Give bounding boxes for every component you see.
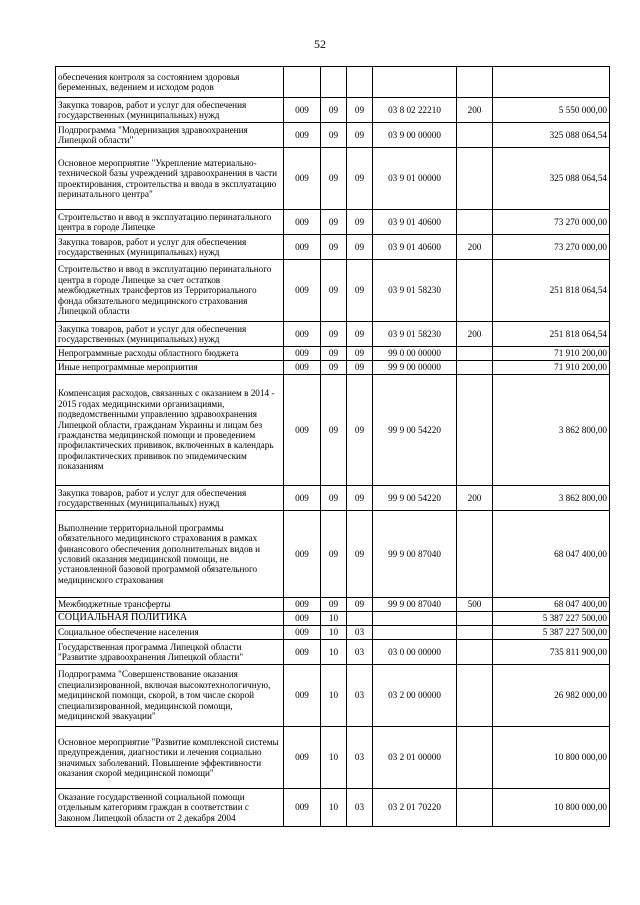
section-code: 09 — [321, 98, 347, 123]
table-row — [56, 665, 610, 727]
expense-type-code — [457, 375, 493, 486]
row-name: Строительство и ввод в эксплуатацию перинатального центра в городе Липецке за счет остатков межбюджетных трансфертов из Территориального фонда обязательного медицинского страхования Липецкой области — [56, 260, 284, 322]
row-name: Строительство и ввод в эксплуатацию перинатального центра в городе Липецке — [56, 210, 284, 235]
expense-type-code: 500 — [457, 598, 493, 612]
amount: 325 088 064,54 — [493, 123, 610, 148]
table-row — [56, 322, 610, 347]
subsection-code: 09 — [347, 598, 373, 612]
subsection-code: 09 — [347, 375, 373, 486]
amount: 5 387 227 500,00 — [493, 626, 610, 640]
expense-type-code: 200 — [457, 235, 493, 260]
row-name: Компенсация расходов, связанных с оказанием в 2014 - 2015 годах медицинскими организациями, подведомственными управлению здравоохранения Липецкой области, гражданам Украины и лицам без гражданства медицинской помощи и проведением профилактических прививок, включенных в календарь профилактических прививок по эпидемическим показаниям — [56, 375, 284, 486]
amount: 251 818 064,54 — [493, 260, 610, 322]
ministry-code: 009 — [284, 486, 321, 511]
subsection-code: 09 — [347, 123, 373, 148]
amount: 3 862 800,00 — [493, 486, 610, 511]
target-code — [373, 612, 457, 626]
ministry-code: 009 — [284, 98, 321, 123]
row-name: Социальное обеспечение населения — [56, 626, 284, 640]
expense-type-code: 200 — [457, 322, 493, 347]
target-code: 99 9 00 87040 — [373, 511, 457, 598]
table-row — [56, 598, 610, 612]
row-name: Оказание государственной социальной помощи отдельным категориям граждан в соответствии с Законом Липецкой области от 2 декабря 2004 — [56, 789, 284, 827]
row-name: Иные непрограммные мероприятия — [56, 361, 284, 375]
section-code: 09 — [321, 486, 347, 511]
ministry-code: 009 — [284, 347, 321, 361]
ministry-code: 009 — [284, 375, 321, 486]
section-code: 09 — [321, 260, 347, 322]
ministry-code: 009 — [284, 322, 321, 347]
subsection-code: 09 — [347, 486, 373, 511]
target-code — [373, 67, 457, 98]
amount: 325 088 064,54 — [493, 148, 610, 210]
amount — [493, 67, 610, 98]
ministry-code: 009 — [284, 665, 321, 727]
expense-type-code — [457, 361, 493, 375]
amount: 251 818 064,54 — [493, 322, 610, 347]
ministry-code: 009 — [284, 210, 321, 235]
target-code: 03 9 00 00000 — [373, 123, 457, 148]
section-code: 09 — [321, 598, 347, 612]
amount: 735 811 900,00 — [493, 640, 610, 665]
table-row — [56, 486, 610, 511]
row-name: обеспечения контроля за состоянием здоровья беременных, ведением и исходом родов — [56, 67, 284, 98]
amount: 73 270 000,00 — [493, 210, 610, 235]
expense-type-code — [457, 665, 493, 727]
target-code: 03 0 00 00000 — [373, 640, 457, 665]
table-row — [56, 98, 610, 123]
expense-type-code — [457, 67, 493, 98]
expense-type-code — [457, 210, 493, 235]
row-name: Основное мероприятие "Развитие комплексной системы предупреждения, диагностики и лечения социально значимых заболеваний. Повышение эффективности оказания скорой медицинской помощи" — [56, 727, 284, 789]
row-name: Основное мероприятие "Укрепление материально-технической базы учреждений здравоохранения в части проектирования, строительства и ввода в эксплуатацию перинатального центра" — [56, 148, 284, 210]
row-name: Подпрограмма "Модернизация здравоохранения Липецкой области" — [56, 123, 284, 148]
subsection-code: 09 — [347, 98, 373, 123]
target-code: 03 9 01 40600 — [373, 235, 457, 260]
section-code: 09 — [321, 235, 347, 260]
amount: 3 862 800,00 — [493, 375, 610, 486]
section-code: 09 — [321, 210, 347, 235]
ministry-code: 009 — [284, 789, 321, 827]
expense-type-code — [457, 148, 493, 210]
section-code: 09 — [321, 148, 347, 210]
target-code: 03 2 01 00000 — [373, 727, 457, 789]
table-row — [56, 123, 610, 148]
table-row — [56, 67, 610, 98]
ministry-code: 009 — [284, 511, 321, 598]
section-code: 09 — [321, 375, 347, 486]
target-code: 03 8 02 22210 — [373, 98, 457, 123]
subsection-code: 09 — [347, 322, 373, 347]
ministry-code: 009 — [284, 640, 321, 665]
table-row — [56, 789, 610, 827]
ministry-code: 009 — [284, 626, 321, 640]
amount: 71 910 200,00 — [493, 361, 610, 375]
section-code: 10 — [321, 612, 347, 626]
expense-type-code — [457, 626, 493, 640]
expense-type-code — [457, 260, 493, 322]
section-code: 09 — [321, 322, 347, 347]
amount: 10 800 000,00 — [493, 727, 610, 789]
ministry-code: 009 — [284, 598, 321, 612]
target-code: 99 9 00 00000 — [373, 361, 457, 375]
row-name: СОЦИАЛЬНАЯ ПОЛИТИКА — [56, 612, 284, 626]
table-row — [56, 210, 610, 235]
ministry-code: 009 — [284, 123, 321, 148]
subsection-code: 03 — [347, 665, 373, 727]
subsection-code: 09 — [347, 148, 373, 210]
target-code: 99 0 00 00000 — [373, 347, 457, 361]
amount: 71 910 200,00 — [493, 347, 610, 361]
subsection-code: 09 — [347, 347, 373, 361]
table-row — [56, 511, 610, 598]
subsection-code: 03 — [347, 640, 373, 665]
row-name: Закупка товаров, работ и услуг для обеспечения государственных (муниципальных) нужд — [56, 235, 284, 260]
ministry-code: 009 — [284, 235, 321, 260]
row-name: Непрограммные расходы областного бюджета — [56, 347, 284, 361]
target-code: 99 9 00 54220 — [373, 486, 457, 511]
row-name: Закупка товаров, работ и услуг для обеспечения государственных (муниципальных) нужд — [56, 322, 284, 347]
table-row — [56, 626, 610, 640]
table-row — [56, 260, 610, 322]
expense-type-code: 200 — [457, 486, 493, 511]
section-code: 10 — [321, 640, 347, 665]
budget-table — [55, 66, 610, 827]
expense-type-code — [457, 727, 493, 789]
subsection-code: 09 — [347, 511, 373, 598]
section-code: 10 — [321, 626, 347, 640]
subsection-code: 09 — [347, 361, 373, 375]
target-code: 03 2 01 70220 — [373, 789, 457, 827]
section-code: 10 — [321, 665, 347, 727]
row-name: Закупка товаров, работ и услуг для обеспечения государственных (муниципальных) нужд — [56, 486, 284, 511]
amount: 5 550 000,00 — [493, 98, 610, 123]
section-code: 10 — [321, 727, 347, 789]
subsection-code: 09 — [347, 260, 373, 322]
amount: 73 270 000,00 — [493, 235, 610, 260]
target-code: 03 9 01 58230 — [373, 260, 457, 322]
target-code: 99 9 00 87040 — [373, 598, 457, 612]
section-code: 10 — [321, 789, 347, 827]
amount: 68 047 400,00 — [493, 511, 610, 598]
target-code: 99 9 00 54220 — [373, 375, 457, 486]
expense-type-code — [457, 347, 493, 361]
expense-type-code — [457, 612, 493, 626]
row-name: Государственная программа Липецкой области "Развитие здравоохранения Липецкой области" — [56, 640, 284, 665]
subsection-code: 09 — [347, 235, 373, 260]
subsection-code: 03 — [347, 626, 373, 640]
section-code: 09 — [321, 511, 347, 598]
row-name: Подпрограмма "Совершенствование оказания специализированной, включая высокотехнологичную, медицинской помощи, скорой, в том числе скорой специализированной, медицинской помощи, медицинской эвакуации" — [56, 665, 284, 727]
table-row — [56, 361, 610, 375]
target-code: 03 9 01 58230 — [373, 322, 457, 347]
subsection-code: 09 — [347, 210, 373, 235]
target-code: 03 2 00 00000 — [373, 665, 457, 727]
ministry-code: 009 — [284, 148, 321, 210]
table-row — [56, 347, 610, 361]
table-row — [56, 612, 610, 626]
table-row — [56, 148, 610, 210]
expense-type-code — [457, 511, 493, 598]
ministry-code — [284, 67, 321, 98]
expense-type-code: 200 — [457, 98, 493, 123]
row-name: Выполнение территориальной программы обязательного медицинского страхования в рамках финансового обеспечения дополнительных видов и условий оказания медицинской помощи, не установленной базовой программой обязательного медицинского страхования — [56, 511, 284, 598]
section-code: 09 — [321, 361, 347, 375]
amount: 68 047 400,00 — [493, 598, 610, 612]
subsection-code: 03 — [347, 789, 373, 827]
amount: 26 982 000,00 — [493, 665, 610, 727]
section-code — [321, 67, 347, 98]
expense-type-code — [457, 123, 493, 148]
amount: 5 387 227 500,00 — [493, 612, 610, 626]
section-code: 09 — [321, 347, 347, 361]
page-number: 52 — [314, 37, 326, 51]
ministry-code: 009 — [284, 361, 321, 375]
expense-type-code — [457, 640, 493, 665]
ministry-code: 009 — [284, 612, 321, 626]
table-row — [56, 640, 610, 665]
section-code: 09 — [321, 123, 347, 148]
table-row — [56, 375, 610, 486]
table-row — [56, 235, 610, 260]
ministry-code: 009 — [284, 727, 321, 789]
row-name: Межбюджетные трансферты — [56, 598, 284, 612]
subsection-code — [347, 67, 373, 98]
table-row — [56, 727, 610, 789]
target-code — [373, 626, 457, 640]
target-code: 03 9 01 00000 — [373, 148, 457, 210]
ministry-code: 009 — [284, 260, 321, 322]
target-code: 03 9 01 40600 — [373, 210, 457, 235]
expense-type-code — [457, 789, 493, 827]
subsection-code: 03 — [347, 727, 373, 789]
row-name: Закупка товаров, работ и услуг для обеспечения государственных (муниципальных) нужд — [56, 98, 284, 123]
subsection-code — [347, 612, 373, 626]
amount: 10 800 000,00 — [493, 789, 610, 827]
